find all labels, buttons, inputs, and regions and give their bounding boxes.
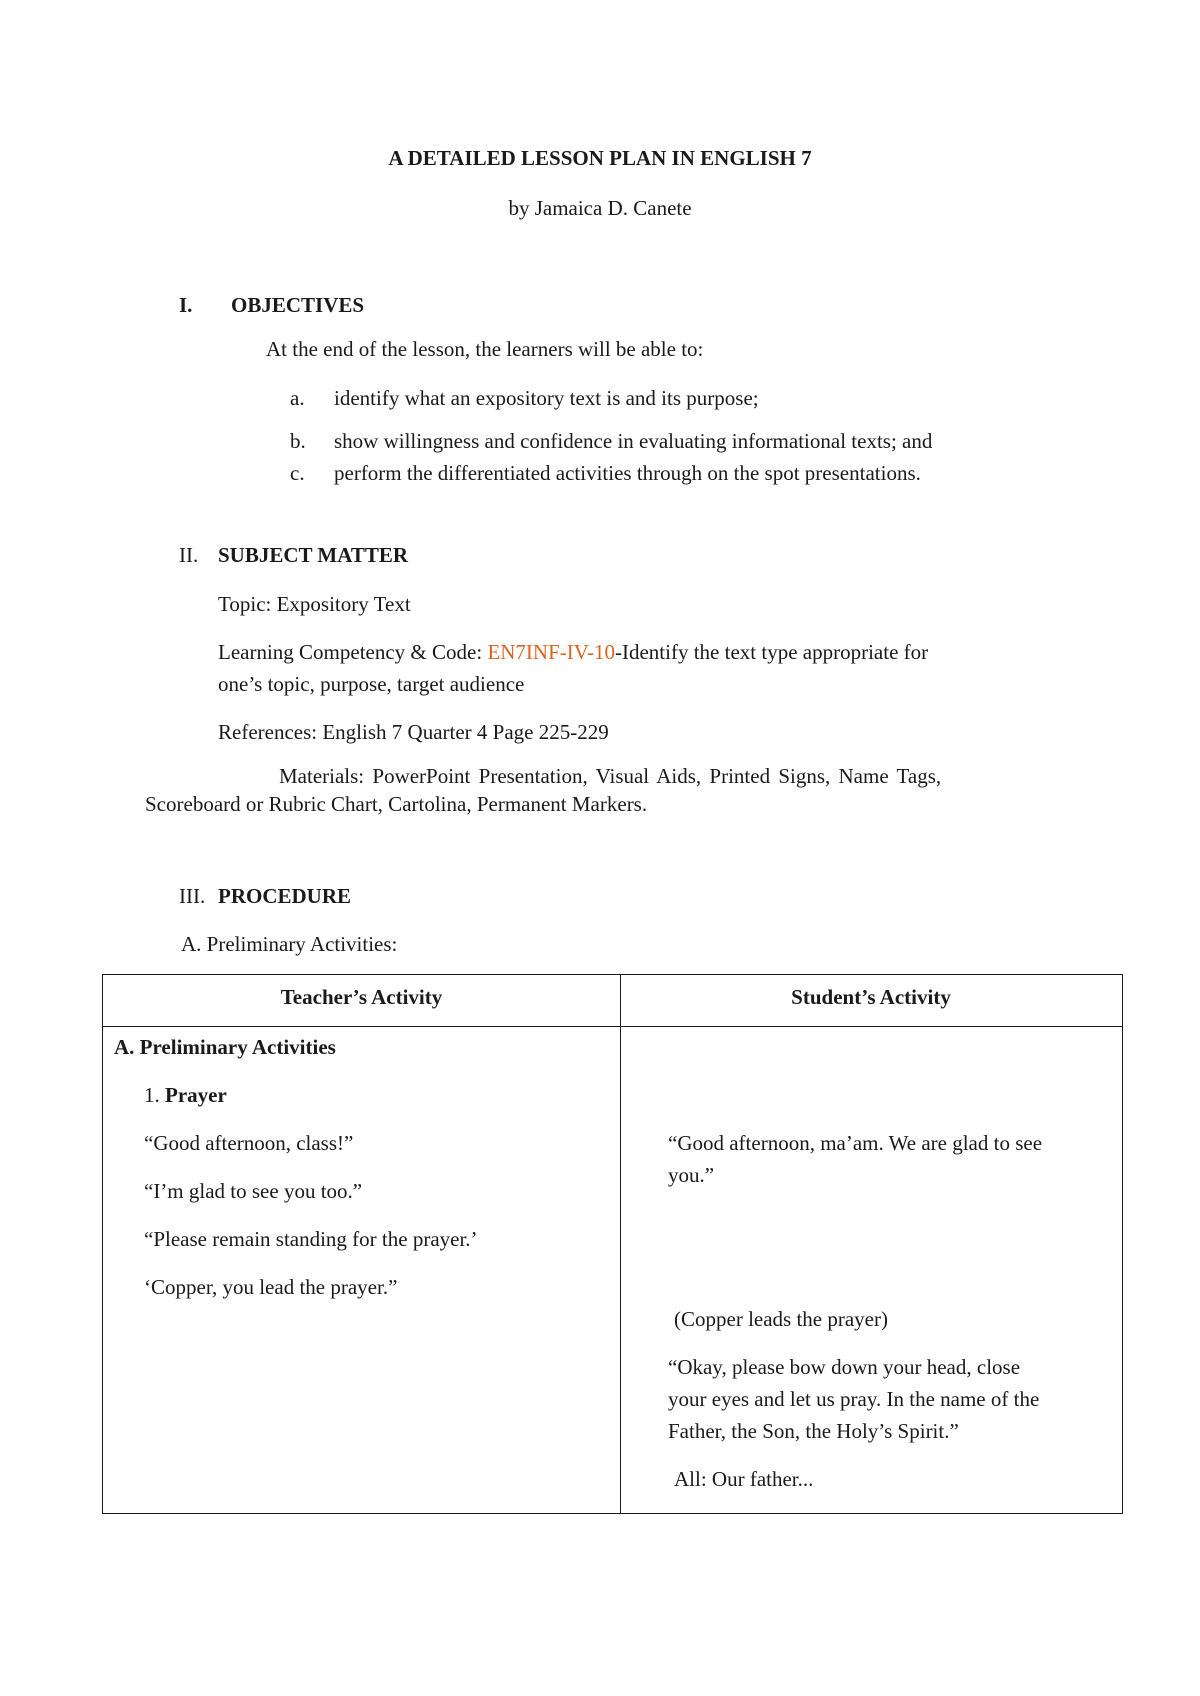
subject-matter-heading: SUBJECT MATTER [218, 543, 409, 567]
document-author: by Jamaica D. Canete [508, 196, 692, 220]
competency-text: -Identify the text type appropriate for [615, 640, 929, 664]
references-line: References: English 7 Quarter 4 Page 225-229 [218, 720, 609, 744]
objective-c-text: perform the differentiated activities through on the spot presentations. [334, 461, 921, 485]
header-teacher-activity: Teacher’s Activity [280, 985, 443, 1009]
objective-c-marker: c. [290, 461, 305, 485]
teacher-line: “Good afternoon, class!” [144, 1131, 354, 1155]
student-prayer-line-1: “Okay, please bow down your head, close [668, 1355, 1021, 1379]
student-action: (Copper leads the prayer) [674, 1307, 888, 1331]
prayer-label: Prayer [165, 1083, 227, 1107]
objective-b-marker: b. [290, 429, 306, 453]
competency-code: EN7INF-IV-10 [487, 640, 615, 664]
header-student-activity: Student’s Activity [791, 985, 951, 1009]
procedure-number: III. [179, 884, 206, 908]
materials-line-2: Scoreboard or Rubric Chart, Cartolina, Permanent Markers. [145, 792, 648, 816]
objective-a-text: identify what an expository text is and its purpose; [334, 386, 759, 410]
teacher-section-title: A. Preliminary Activities [114, 1035, 336, 1059]
objectives-number: I. [179, 293, 193, 317]
objective-a-marker: a. [290, 386, 305, 410]
teacher-item-prayer [144, 1083, 227, 1108]
procedure-heading: PROCEDURE [218, 884, 352, 908]
student-prayer-line-3: Father, the Son, the Holy’s Spirit.” [668, 1419, 959, 1443]
student-greeting-line-2: you.” [668, 1163, 715, 1187]
student-prayer-line-2: your eyes and let us pray. In the name of the [668, 1387, 1040, 1411]
competency-line [218, 640, 928, 665]
table-column-divider [620, 975, 621, 1513]
prayer-number: 1. [144, 1083, 165, 1107]
activity-table [102, 974, 1123, 1514]
table-header-divider [103, 1026, 1122, 1027]
teacher-line: “I’m glad to see you too.” [144, 1179, 363, 1203]
objectives-heading: OBJECTIVES [231, 293, 365, 317]
student-greeting-line-1: “Good afternoon, ma’am. We are glad to see [668, 1131, 1043, 1155]
materials-line-1: Materials: PowerPoint Presentation, Visual Aids, Printed Signs, Name Tags, [279, 764, 942, 788]
procedure-sub-a: A. Preliminary Activities: [181, 932, 398, 956]
competency-label: Learning Competency & Code: [218, 640, 488, 664]
objective-b-text: show willingness and confidence in evaluating informational texts; and [334, 429, 933, 453]
teacher-line: “Please remain standing for the prayer.’ [144, 1227, 478, 1251]
objectives-intro: At the end of the lesson, the learners will be able to: [266, 337, 704, 361]
competency-continuation: one’s topic, purpose, target audience [218, 672, 525, 696]
topic-line: Topic: Expository Text [218, 592, 411, 616]
teacher-line: ‘Copper, you lead the prayer.” [144, 1275, 398, 1299]
document-title: A DETAILED LESSON PLAN IN ENGLISH 7 [388, 146, 812, 170]
student-all-prayer: All: Our father... [674, 1467, 814, 1491]
subject-matter-number: II. [179, 543, 199, 567]
